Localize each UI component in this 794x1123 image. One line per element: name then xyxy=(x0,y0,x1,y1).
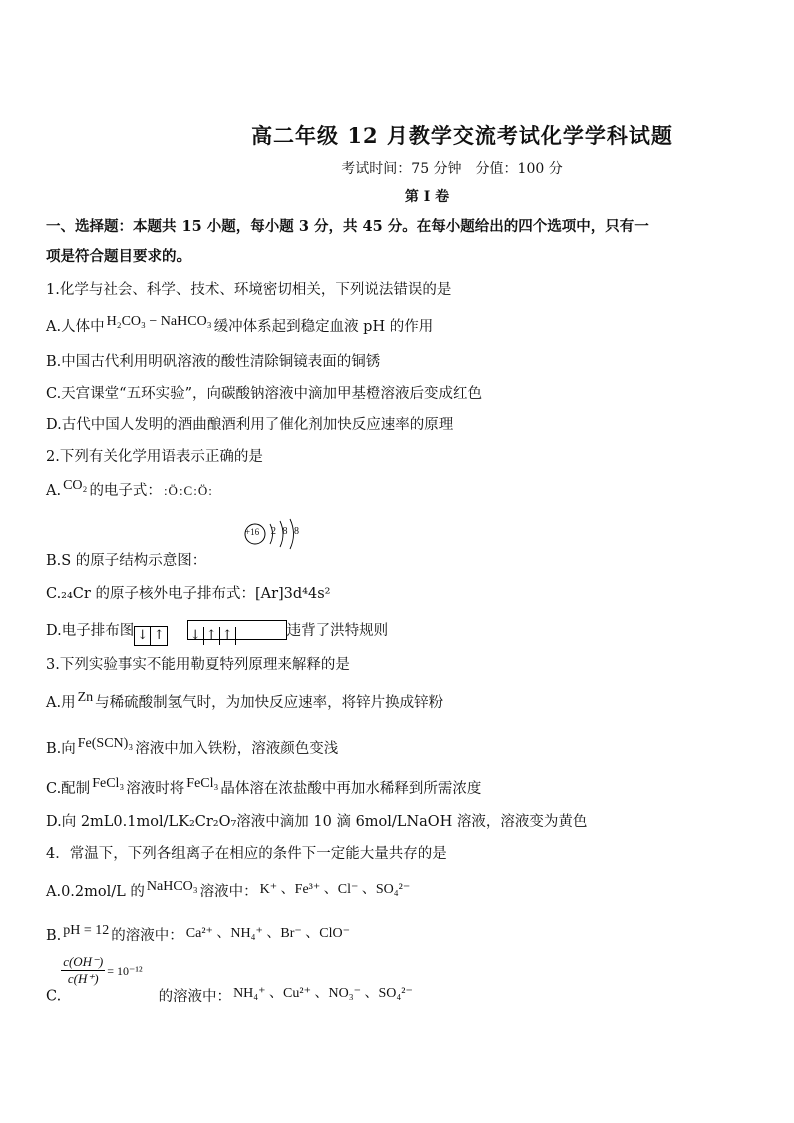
q2-a-formula: CO₂ xyxy=(63,478,88,493)
q1-option-d: D.古代中国人发明的酒曲酿酒利用了催化剂加快反应速率的原理 xyxy=(46,417,454,433)
q1-stem: 1.化学与社会、科学、技术、环境密切相关，下列说法错误的是 xyxy=(46,282,452,298)
orbital-box: ↑ xyxy=(220,627,236,645)
q4-b-suffix: 的溶液中： xyxy=(111,928,184,944)
q2-option-a xyxy=(46,478,215,500)
orbital-box: ↓ xyxy=(135,627,151,645)
q1-a-prefix: A.人体中 xyxy=(46,319,105,335)
page-title: 高二年级 12 月教学交流考试化学学科试题 xyxy=(251,123,673,148)
q2-stem: 2.下列有关化学用语表示正确的是 xyxy=(46,449,263,465)
q4-option-b xyxy=(46,922,352,945)
q4-b-prefix: B. xyxy=(46,928,62,944)
q3-option-a xyxy=(46,690,443,712)
q1-option-b: B.中国古代利用明矾溶液的酸性清除铜镜表面的铜锈 xyxy=(46,354,381,370)
q4-b-formula: pH = 12 xyxy=(63,923,110,938)
q2-a-electron-dot: :Ö:C:Ö: xyxy=(163,483,213,498)
orbital-box xyxy=(236,621,286,639)
atom-shell-electrons: 2 8 8 xyxy=(271,526,301,537)
q3-c-formula1: FeCl₃ xyxy=(92,776,125,791)
q3-b-prefix: B.向 xyxy=(46,741,76,757)
q4-stem: 4．常温下，下列各组离子在相应的条件下一定能大量共存的是 xyxy=(46,846,447,862)
q3-c-middle: 溶液时将 xyxy=(126,781,185,797)
section-heading-line2: 项是符合题目要求的。 xyxy=(46,248,191,265)
q3-stem: 3.下列实验事实不能用勒夏特列原理来解释的是 xyxy=(46,657,350,673)
q4-c-fraction xyxy=(61,954,105,987)
q4-c-equals: = 10⁻¹² xyxy=(107,963,143,978)
section-heading-line1: 一、选择题：本题共 15 小题，每小题 3 分，共 45 分。在每小题给出的四个选项中，只有一 xyxy=(46,218,649,235)
orbital-box: ↓ xyxy=(188,627,204,645)
q3-b-suffix: 溶液中加入铁粉，溶液颜色变浅 xyxy=(135,741,339,757)
exam-info: 考试时间：75 分钟 分值：100 分 xyxy=(341,161,563,177)
fraction-denominator: c(H⁺) xyxy=(67,971,99,986)
q3-c-formula2: FeCl₃ xyxy=(186,776,219,791)
q3-c-prefix: C.配制 xyxy=(46,781,91,797)
q4-b-ions: Ca²⁺ 、NH₄⁺ 、Br⁻ 、ClO⁻ xyxy=(185,926,351,941)
q4-a-ions: K⁺ 、Fe³⁺ 、Cl⁻ 、SO₄²⁻ xyxy=(259,882,411,897)
sulfur-atom-diagram xyxy=(244,516,308,554)
q1-option-a xyxy=(46,314,433,336)
q2-d-suffix: 违背了洪特规则 xyxy=(286,623,389,639)
q2-a-suffix: 的电子式： xyxy=(89,483,162,499)
q1-a-formula: H₂CO₃ − NaHCO₃ xyxy=(106,314,212,329)
atom-nucleus-label: +16 xyxy=(245,527,260,537)
q3-a-prefix: A.用 xyxy=(46,695,76,711)
q4-c-prefix: C. xyxy=(46,988,62,1005)
q2-option-d xyxy=(46,619,388,646)
q1-option-c: C.天宫课堂“五环实验”，向碳酸钠溶液中滴加甲基橙溶液后变成红色 xyxy=(46,386,483,402)
q4-c-suffix: 的溶液中： xyxy=(158,988,232,1005)
orbital-diagram-2s xyxy=(134,626,168,646)
q4-a-suffix: 溶液中： xyxy=(199,884,258,900)
orbital-diagram-2p xyxy=(187,620,287,643)
q2-d-prefix: D.电子排布图 xyxy=(46,623,135,639)
q2-option-b: B.S 的原子结构示意图： xyxy=(46,553,207,569)
q4-c-ions: NH₄⁺ 、Cu²⁺ 、NO₃⁻ 、SO₄²⁻ xyxy=(233,985,413,1001)
q3-a-suffix: 与稀硫酸制氢气时，为加快反应速率，将锌片换成锌粉 xyxy=(95,695,444,711)
fraction-numerator: c(OH⁻) xyxy=(63,954,104,969)
q1-a-suffix: 缓冲体系起到稳定血液 pH 的作用 xyxy=(213,319,434,335)
orbital-box: ↑ xyxy=(204,627,220,645)
q4-option-a xyxy=(46,878,412,901)
q3-option-d: D.向 2mL0.1mol/LK₂Cr₂O₇溶液中滴加 10 滴 6mol/LNaOH 溶液，溶液变为黄色 xyxy=(46,814,588,830)
q4-a-prefix: A.0.2mol/L 的 xyxy=(46,884,145,900)
q3-option-c xyxy=(46,776,481,798)
q2-option-c: C.₂₄Cr 的原子核外电子排布式：[Ar]3d⁴4s² xyxy=(46,586,331,602)
volume-label: 第 I 卷 xyxy=(404,189,450,205)
q3-a-formula: Zn xyxy=(77,690,94,705)
q4-a-formula: NaHCO₃ xyxy=(146,879,198,894)
q2-a-prefix: A. xyxy=(46,483,62,499)
orbital-box: ↑ xyxy=(153,628,165,643)
q4-option-c xyxy=(46,954,415,1006)
q3-option-b xyxy=(46,736,338,758)
q3-b-formula: Fe(SCN)₃ xyxy=(77,736,134,751)
q3-c-suffix: 晶体溶在浓盐酸中再加水稀释到所需浓度 xyxy=(220,781,482,797)
